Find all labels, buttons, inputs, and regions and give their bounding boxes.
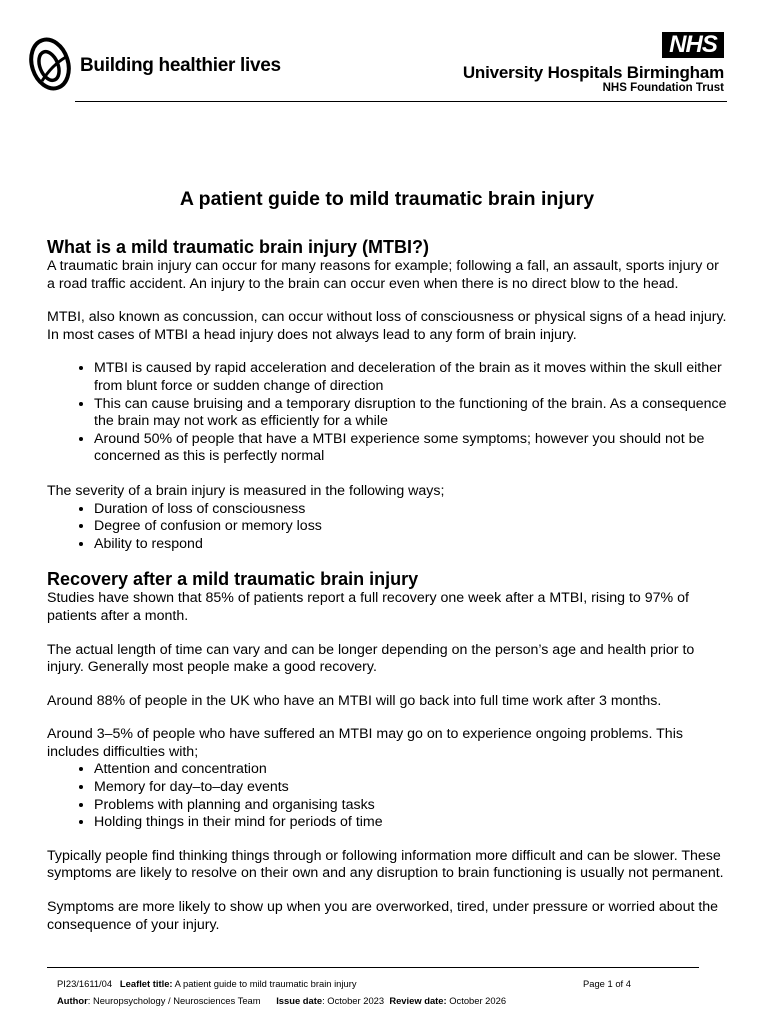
bullet-list [47, 761, 727, 831]
author-label: Author [57, 995, 88, 1006]
nhs-logo: NHS [662, 32, 724, 58]
footer-line-1 [57, 978, 357, 989]
section-heading-recovery: Recovery after a mild traumatic brain injury [47, 569, 419, 590]
page-title: A patient guide to mild traumatic brain injury [179, 188, 595, 210]
paragraph: Studies have shown that 85% of patients report a full recovery one week after a MTBI, rising to 97% of patients after a month. [47, 590, 689, 624]
paragraph: MTBI, also known as concussion, can occur without loss of consciousness or physical signs of a head injury. In most cases of MTBI a head injury does not always lead to any form of brain injury. [47, 309, 727, 343]
paragraph: The severity of a brain injury is measured in the following ways; [47, 482, 445, 499]
list-item: • Degree of confusion or memory loss [94, 518, 727, 536]
list-item: • Around 50% of people that have a MTBI experience some symptoms; however you should not be concerned as this is perfectly normal [94, 431, 727, 466]
list-item: • MTBI is caused by rapid acceleration and deceleration of the brain as it moves within the skull either from blunt force or sudden change of direction [94, 360, 727, 395]
header-divider [75, 101, 727, 102]
issue-date: : October 2023 [322, 995, 385, 1006]
paragraph: Around 88% of people in the UK who have an MTBI will go back into full time work after 3 months. [47, 692, 662, 709]
list-item: • Memory for day–to–day events [94, 779, 727, 797]
footer-divider [47, 967, 699, 968]
list-item: • Ability to respond [94, 536, 727, 554]
page-number: Page 1 of 4 [583, 978, 631, 989]
uhb-logo-icon [28, 35, 74, 93]
paragraph: Around 3–5% of people who have suffered an MTBI may go on to experience ongoing problems. This includes difficulties with; [47, 726, 683, 760]
review-date-label: Review date: [389, 995, 447, 1006]
leaflet-title: A patient guide to mild traumatic brain injury [174, 978, 357, 989]
paragraph: Symptoms are more likely to show up when you are overworked, tired, under pressure or worried about the consequence of your injury. [47, 899, 719, 933]
list-item: • Problems with planning and organising tasks [94, 797, 727, 815]
review-date: October 2026 [449, 995, 507, 1006]
trust-subtitle: NHS Foundation Trust [602, 82, 724, 94]
paragraph: A traumatic brain injury can occur for many reasons for example; following a fall, an assault, sports injury or a road traffic accident. An injury to the brain can occur even when there is no direct blow to the head. [47, 258, 719, 292]
list-item: • Duration of loss of consciousness [94, 501, 727, 519]
paragraph: Typically people find thinking things through or following information more difficult and can be slower. These symptoms are likely to resolve on their own and any disruption to brain functioning is usually not permanent. [47, 847, 724, 882]
list-item: • This can cause bruising and a temporary disruption to the functioning of the brain. As a consequence the brain may not work as efficiently for a while [94, 396, 727, 431]
author: : Neuropsychology / Neurosciences Team [87, 995, 261, 1006]
list-item: • Attention and concentration [94, 761, 727, 779]
list-item: • Holding things in their mind for periods of time [94, 814, 727, 832]
document-body [47, 186, 727, 934]
leaflet-title-label: Leaflet title: [119, 978, 173, 989]
paragraph: The actual length of time can vary and can be longer depending on the person’s age and health prior to injury. Generally most people make a good recovery. [47, 641, 695, 676]
section-heading-what-is-mtbi: What is a mild traumatic brain injury (MTBI?) [47, 237, 430, 257]
tagline: Building healthier lives [80, 55, 281, 76]
bullet-list [47, 501, 727, 554]
footer-line-2 [57, 995, 506, 1006]
leaflet-reference: PI23/1611/04 [57, 978, 113, 989]
page-header [28, 30, 728, 102]
trust-name: University Hospitals Birmingham [462, 63, 724, 82]
bullet-list [47, 360, 727, 466]
issue-date-label: Issue date [276, 995, 323, 1006]
